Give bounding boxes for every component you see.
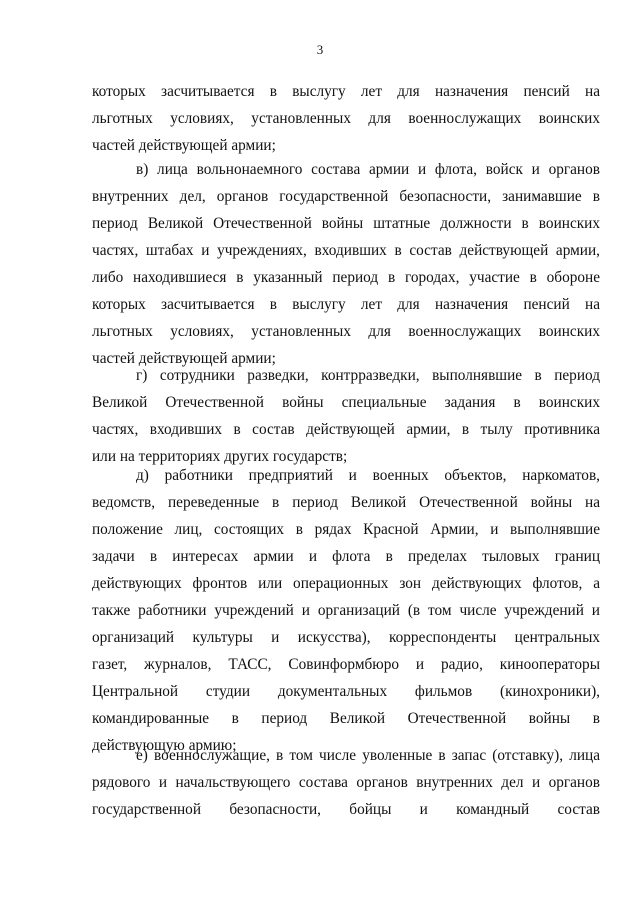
paragraph-continuation [92,78,600,159]
text-line: Центральной студии документальных фильмов (кинохроники), [92,683,600,700]
paragraph-g [92,362,600,470]
text-line: которых засчитывается в выслугу лет для назначения пенсий на [92,296,600,313]
text-line: частях, штабах и учреждениях, входивших в состав действующей армии, [92,242,600,259]
text-line: газет, журналов, ТАСС, Совинформбюро и радио, кинооператоры [92,656,600,673]
text-line: в) лица вольнонаемного состава армии и флота, войск и органов [136,161,600,178]
text-line: д) работники предприятий и военных объектов, наркоматов, [136,467,600,484]
text-line: задачи в интересах армии и флота в пределах тыловых границ [92,548,600,565]
text-line: которых засчитывается в выслугу лет для назначения пенсий на [92,83,600,100]
text-line: государственной безопасности, бойцы и командный состав [92,801,600,818]
text-line: командированные в период Великой Отечественной войны в [92,710,600,727]
text-line: рядового и начальствующего состава органов внутренних дел и органов [92,774,600,791]
text-line: либо находившиеся в указанный период в городах, участие в обороне [92,269,600,286]
paragraph-d [92,462,600,759]
text-line: г) сотрудники разведки, контрразведки, выполнявшие в период [136,367,600,384]
text-line: действующую армию; [92,737,237,754]
text-line: организаций культуры и искусства), корреспонденты центральных [92,629,600,646]
text-line: Великой Отечественной войны специальные задания в воинских [92,394,600,411]
text-line: ведомств, переведенные в период Великой Отечественной войны на [92,494,600,511]
text-line: е) военнослужащие, в том числе уволенные в запас (отставку), лица [136,747,600,764]
text-line: также работники учреждений и организаций (в том числе учреждений и [92,602,600,619]
page-number: 3 [316,42,324,57]
text-line: действующих фронтов или операционных зон действующих флотов, а [92,575,600,592]
text-line: внутренних дел, органов государственной безопасности, занимавшие в [92,188,600,205]
text-line: или на территориях других государств; [92,448,348,465]
paragraph-e [92,742,600,823]
text-line: период Великой Отечественной войны штатные должности в воинских [92,215,600,232]
text-line: частей действующей армии; [92,350,276,367]
text-line: частях, входивших в состав действующей армии, в тылу противника [92,421,600,438]
text-line: льготных условиях, установленных для военнослужащих воинских [92,110,600,127]
text-line: положение лиц, состоящих в рядах Красной Армии, и выполнявшие [92,521,600,538]
text-line: льготных условиях, установленных для военнослужащих воинских [92,323,600,340]
paragraph-v [92,156,600,372]
text-line: частей действующей армии; [92,137,276,154]
